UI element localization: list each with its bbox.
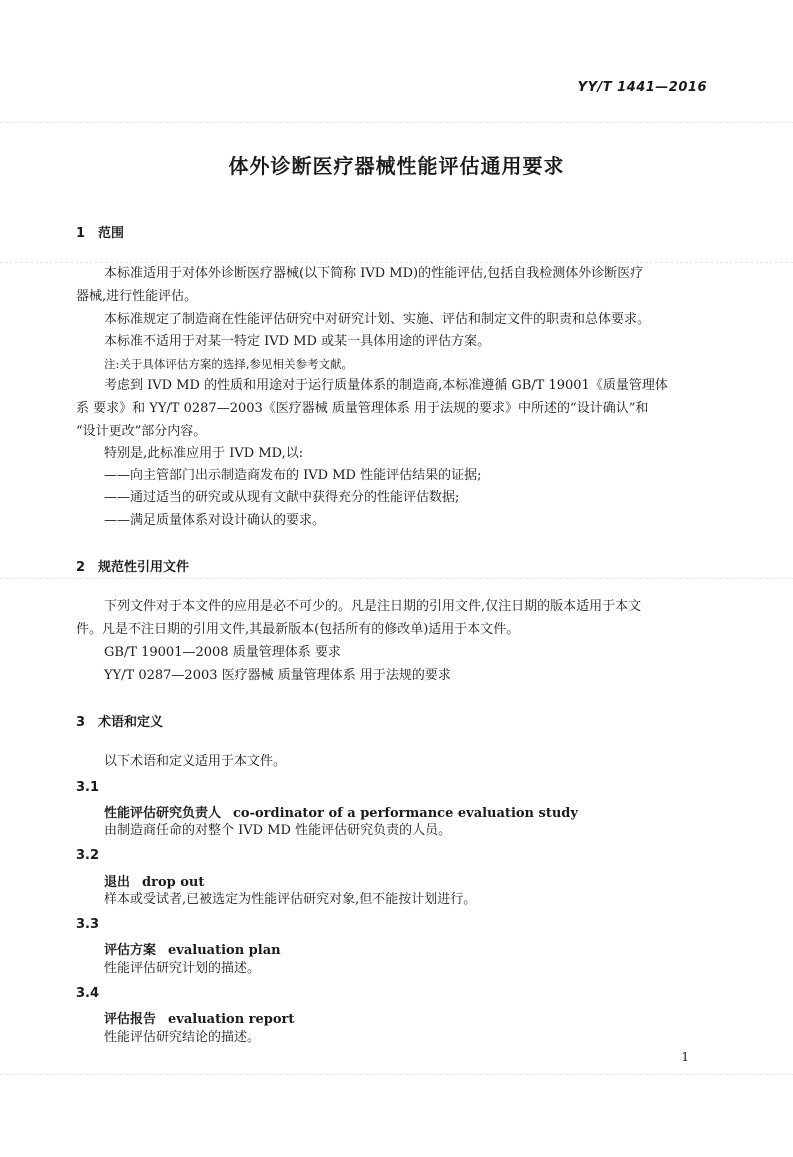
paragraph-line: 器械,进行性能评估。 [76,289,198,304]
term-zh: 评估方案 [104,943,157,958]
term-en: drop out [142,875,205,890]
document-title: 体外诊断医疗器械性能评估通用要求 [228,154,565,178]
term-number: 3.4 [76,986,100,1001]
term-en: evaluation plan [168,943,281,958]
reference-item: GB/T 19001—2008 质量管理体系 要求 [104,645,341,660]
term-definition: 由制造商任命的对整个 IVD MD 性能评估研究负责的人员。 [104,823,452,838]
paragraph-line: “设计更改”部分内容。 [76,424,207,439]
paragraph-line: 本标准规定了制造商在性能评估研究中对研究计划、实施、评估和制定文件的职责和总体要求。 [104,312,651,327]
list-item: ——通过适当的研究或从现有文献中获得充分的性能评估数据; [104,490,460,505]
term-en: evaluation report [168,1012,295,1027]
section-2-heading [76,556,189,575]
paragraph-line: 以下术语和定义适用于本文件。 [104,754,287,769]
reference-item: YY/T 0287—2003 医疗器械 质量管理体系 用于法规的要求 [104,668,451,683]
section-title: 范围 [98,226,125,241]
section-1-heading [76,222,124,241]
paragraph-line: 特别是,此标准应用于 IVD MD,以: [104,446,304,461]
paragraph-line: 本标准适用于对体外诊断医疗器械(以下简称 IVD MD)的性能评估,包括自我检测体外诊断医疗 [104,266,644,281]
section-title: 术语和定义 [98,715,164,730]
section-number: 3 [76,715,86,730]
term-number: 3.1 [76,780,100,795]
paragraph-line: 考虑到 IVD MD 的性质和用途对于运行质量体系的制造商,本标准遵循 GB/T 19001《质量管理体 [104,378,668,393]
paragraph-line: 系 要求》和 YY/T 0287—2003《医疗器械 质量管理体系 用于法规的要求》中所述的“设计确认”和 [76,401,649,416]
paragraph-line: 下列文件对于本文件的应用是必不可少的。凡是注日期的引用文件,仅注日期的版本适用于本文 [104,599,642,614]
section-3-heading [76,711,163,730]
scan-line [0,1074,793,1075]
term-entry [104,939,281,958]
section-number: 1 [76,226,86,241]
section-title: 规范性引用文件 [98,560,190,575]
term-entry [104,1008,294,1027]
term-zh: 性能评估研究负责人 [104,806,222,821]
note-line: 注:关于具体评估方案的选择,参见相关参考文献。 [104,357,354,371]
paragraph-line: 件。凡是不注日期的引用文件,其最新版本(包括所有的修改单)适用于本文件。 [76,622,520,637]
list-item: ——向主管部门出示制造商发布的 IVD MD 性能评估结果的证据; [104,468,482,483]
paragraph-line: 本标准不适用于对某一特定 IVD MD 或某一具体用途的评估方案。 [104,334,491,349]
term-entry [104,802,578,821]
scan-line [0,578,793,579]
scan-line [0,122,793,123]
term-number: 3.2 [76,848,100,863]
term-entry [104,871,204,890]
term-zh: 评估报告 [104,1012,157,1027]
section-number: 2 [76,560,86,575]
term-definition: 性能评估研究结论的描述。 [104,1030,261,1045]
term-definition: 性能评估研究计划的描述。 [104,961,261,976]
standard-code: YY/T 1441—2016 [577,80,707,95]
term-definition: 样本或受试者,已被选定为性能评估研究对象,但不能按计划进行。 [104,892,477,907]
page-number: 1 [681,1050,689,1064]
list-item: ——满足质量体系对设计确认的要求。 [104,513,326,528]
term-number: 3.3 [76,917,100,932]
term-zh: 退出 [104,875,131,890]
term-en: co-ordinator of a performance evaluation study [233,806,578,821]
